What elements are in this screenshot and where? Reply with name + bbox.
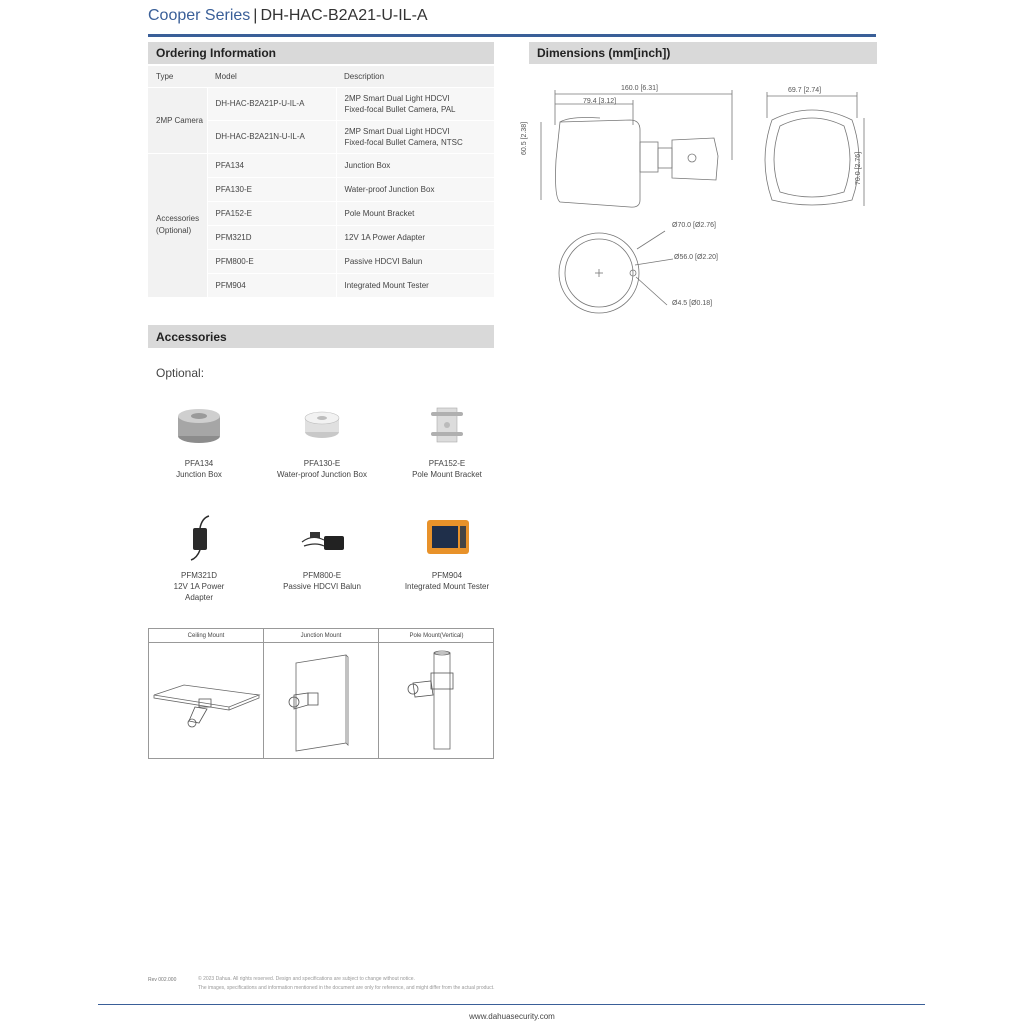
accessory-code: PFA152-E [428,459,466,468]
accessory-item [139,400,259,480]
dimensions-header [529,42,877,64]
accessory-item [387,512,507,592]
col-model: Model [207,66,336,87]
accessory-name: Junction Box [176,470,222,479]
accessory-code: PFA130-E [303,459,341,468]
description-cell: 2MP Smart Dual Light HDCVI Fixed-focal Bullet Camera, NTSC [336,120,494,153]
accessory-item [139,512,259,603]
type-accessories: Accessories (Optional) [148,153,207,297]
title-rule [148,34,876,37]
accessory-name: Integrated Mount Tester [404,582,490,591]
pole-mount-bracket-icon [417,400,477,450]
side-total-label: 160.0 [6.31] [621,85,658,92]
model-cell: PFM321D [207,225,336,249]
document-title [148,7,428,25]
type-camera: 2MP Camera [148,87,207,153]
power-adapter-icon [169,512,229,562]
model-cell: DH-HAC-B2A21P-U-IL-A [207,87,336,120]
ceiling-mount-illustration [149,643,263,753]
dimensions-title: Dimensions (mm[inch]) [537,46,671,60]
footer-rule [98,1004,925,1005]
accessories-title: Accessories [156,329,227,344]
mount-tester-icon [417,512,477,562]
junction-mount-illustration [264,643,378,753]
description-cell: Pole Mount Bracket [336,201,494,225]
side-height-label: 60.5 [2.38] [521,121,528,155]
front-view-drawing [760,88,870,208]
mount-heading: Pole Mount(Vertical) [379,629,494,643]
model-name: DH-HAC-B2A21-U-IL-A [260,7,428,24]
series-name: Cooper Series [148,7,251,24]
col-type: Type [148,66,207,87]
base-outer-label: Ø70.0 [Ø2.76] [672,222,716,229]
waterproof-junction-box-icon [292,400,352,450]
model-cell: PFA130-E [207,177,336,201]
base-inner-label: Ø56.0 [Ø2.20] [674,254,718,261]
revision-label: Rev 002.000 [148,977,177,983]
accessory-name: Pole Mount Bracket [412,470,482,479]
description-cell: 12V 1A Power Adapter [336,225,494,249]
col-description: Description [336,66,494,87]
accessory-code: PFM800-E [302,571,342,580]
model-cell: DH-HAC-B2A21N-U-IL-A [207,120,336,153]
ordering-header [148,42,494,64]
optional-label: Optional: [156,366,205,380]
mount-column [149,629,264,758]
base-hole-label: Ø4.5 [Ø0.18] [672,300,713,307]
front-width-label: 69.7 [2.74] [788,87,822,94]
mount-heading: Ceiling Mount [149,629,263,643]
model-cell: PFM904 [207,273,336,297]
table-row [148,87,494,120]
ordering-title: Ordering Information [156,46,276,60]
accessories-header [148,325,494,348]
junction-box-icon [169,400,229,450]
side-body-label: 79.4 [3.12] [583,98,617,105]
accessory-item [262,400,382,480]
mount-heading: Junction Mount [264,629,378,643]
description-cell: Passive HDCVI Balun [336,249,494,273]
balun-icon [292,512,352,562]
accessory-code: PFM321D [180,571,217,580]
mount-column [379,629,494,758]
description-cell: Junction Box [336,153,494,177]
table-header-row [148,66,494,87]
accessory-name: 12V 1A Power Adapter [173,582,225,602]
accessory-code: PFM904 [431,571,463,580]
ordering-table [148,66,494,297]
mounting-table [148,628,494,759]
accessory-name: Water-proof Junction Box [277,470,367,479]
description-cell: Integrated Mount Tester [336,273,494,297]
copyright-text: © 2023 Dahua. All rights reserved. Design and specifications are subject to change without notice. [198,976,415,982]
accessory-item [387,400,507,480]
mount-column [264,629,379,758]
notice-text: The images, specifications and information mentioned in the document are only for reference, and might differ from the actual product. [198,985,495,991]
accessory-item [262,512,382,592]
description-cell: Water-proof Junction Box [336,177,494,201]
accessory-name: Passive HDCVI Balun [283,582,361,591]
title-separator: | [253,7,258,24]
front-height-label: 70.0 [2.76] [855,151,862,185]
pole-mount-illustration [379,643,493,753]
footer-url[interactable]: www.dahuasecurity.com [469,1012,555,1021]
table-row [148,153,494,177]
model-cell: PFM800-E [207,249,336,273]
description-cell: 2MP Smart Dual Light HDCVI Fixed-focal Bullet Camera, PAL [336,87,494,120]
side-view-drawing [530,80,735,210]
model-cell: PFA134 [207,153,336,177]
accessory-code: PFA134 [184,459,214,468]
model-cell: PFA152-E [207,201,336,225]
